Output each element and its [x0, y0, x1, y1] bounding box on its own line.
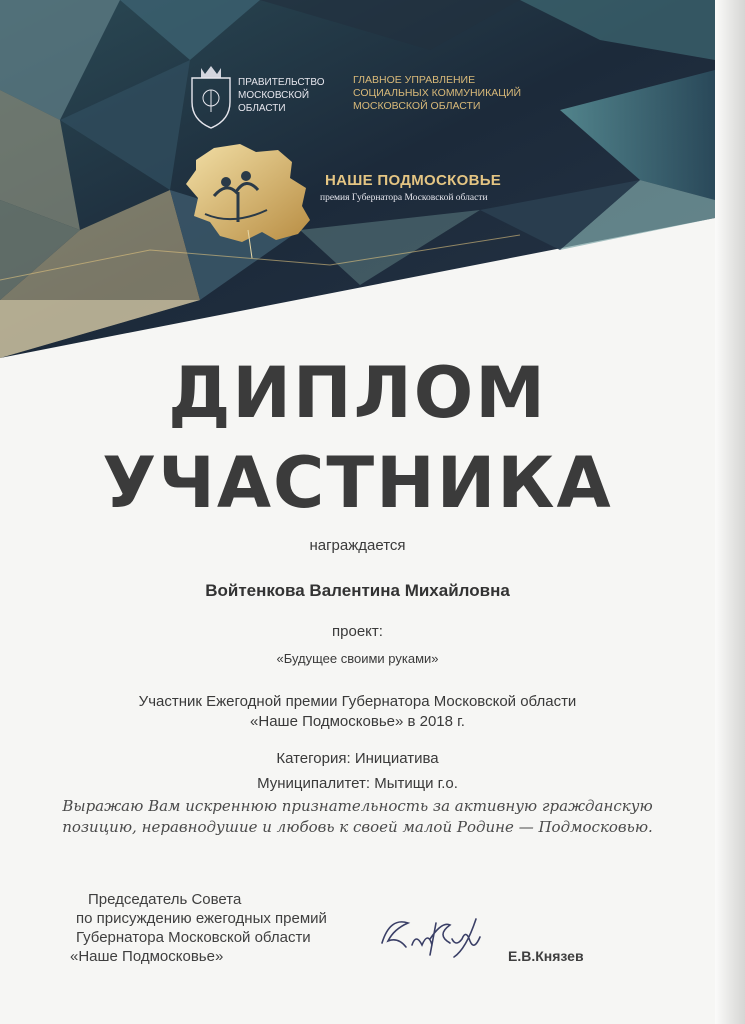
- awarded-label: награждается: [309, 537, 406, 554]
- project-label: проект:: [332, 623, 383, 640]
- municipality: Муниципалитет: Мытищи г.о.: [257, 775, 458, 792]
- participant-line2: «Наше Подмосковье» в 2018 г.: [250, 713, 465, 730]
- chairman-title: Председатель Совета по присуждению ежегодных премий Губернатора Московской области «Наше Подмосковье»: [70, 891, 327, 965]
- brand-subtitle: премия Губернатора Московской области: [320, 193, 488, 203]
- brand-name: НАШЕ ПОДМОСКОВЬЕ: [325, 172, 502, 189]
- signatory-name: Е.В.Князев: [508, 948, 584, 964]
- category: Категория: Инициатива: [276, 750, 439, 767]
- diploma-title-line2: УЧАСТНИКА: [102, 442, 613, 524]
- diploma-title-line1: ДИПЛОМ: [168, 352, 547, 434]
- paper-edge: [715, 0, 745, 1024]
- handwritten-signature: [372, 905, 502, 965]
- government-label: ПРАВИТЕЛЬСТВО МОСКОВСКОЙ ОБЛАСТИ: [238, 77, 325, 114]
- gratitude-line2: позицию, неравнодушие и любовь к своей малой Родине — Подмосковью.: [62, 818, 653, 836]
- project-name: «Будущее своими руками»: [276, 651, 439, 666]
- recipient-name: Войтенкова Валентина Михайловна: [205, 581, 510, 600]
- gratitude-line1: Выражаю Вам искреннюю признательность за активную гражданскую: [62, 797, 653, 815]
- department-label: ГЛАВНОЕ УПРАВЛЕНИЕ СОЦИАЛЬНЫХ КОММУНИКАЦИЙ МОСКОВСКОЙ ОБЛАСТИ: [353, 74, 522, 112]
- participant-line1: Участник Ежегодной премии Губернатора Московской области: [138, 693, 577, 710]
